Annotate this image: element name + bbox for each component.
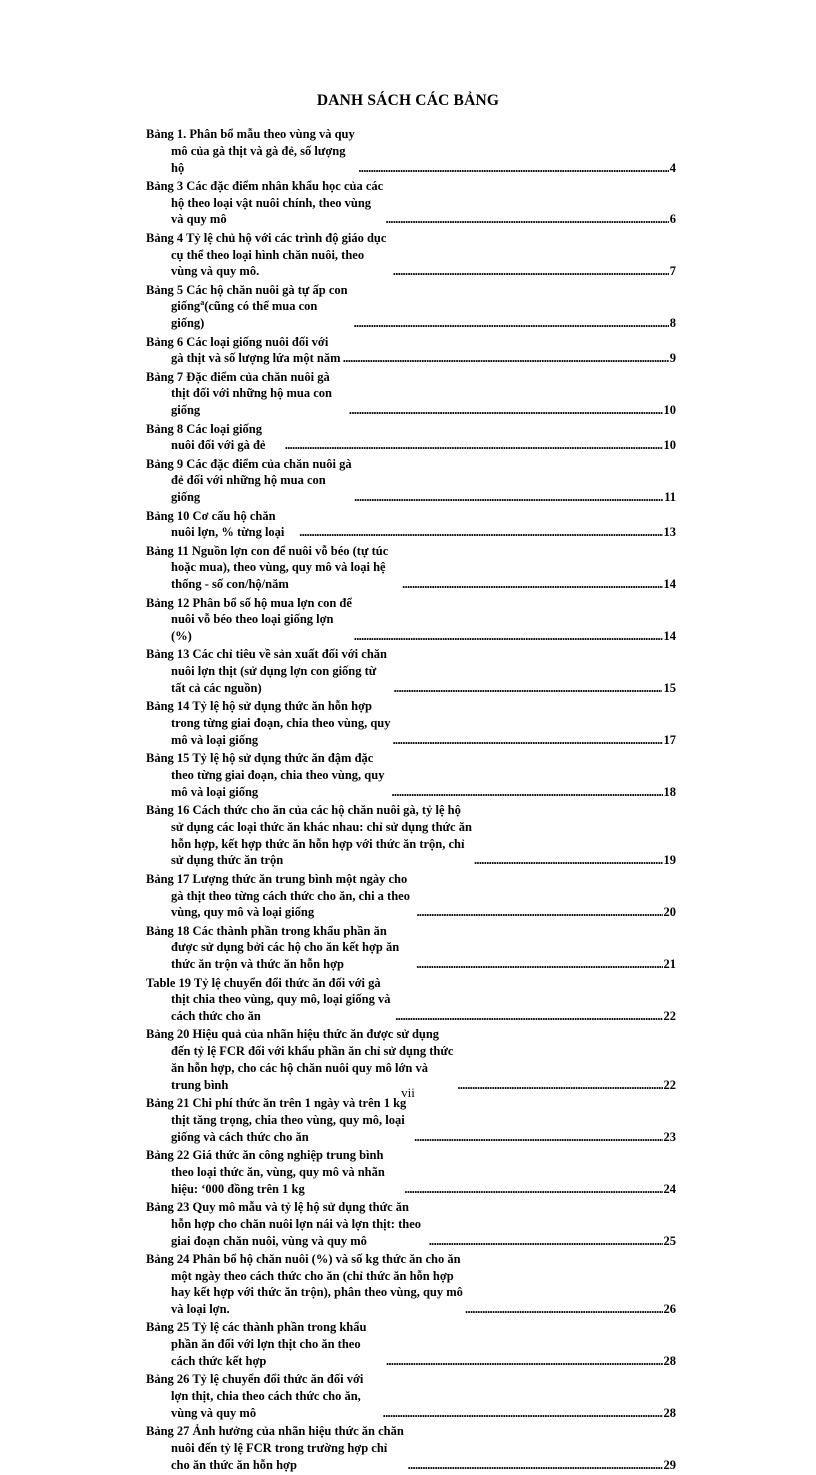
toc-entry[interactable]: [146, 543, 676, 593]
dot-leader: [416, 904, 662, 921]
toc-entry-page: 28: [663, 1405, 676, 1420]
dot-leader: [394, 680, 663, 697]
dot-leader: [383, 1405, 663, 1422]
toc-entry-title: Bảng 16 Cách thức cho ăn của các hộ chăn nuôi gà, tỷ lệ hộ sử dụng các loại thức ăn khác nhau: chỉ sử dụng thức ăn hỗn hợp, kết hợp thức ăn hỗn hợp với thức ăn trộn, chỉ sử dụng thức ăn trộn: [146, 803, 472, 868]
toc-entry[interactable]: [146, 1095, 676, 1145]
dot-leader: [349, 402, 663, 419]
toc-entry-page: 9: [669, 351, 676, 366]
dot-leader: [386, 1353, 663, 1370]
toc-entry[interactable]: [146, 334, 676, 368]
toc-entry-page: 14: [663, 629, 676, 644]
page-title: DANH SÁCH CÁC BẢNG: [316, 92, 500, 109]
table-of-contents: [146, 126, 676, 1475]
toc-entry-page: 18: [663, 784, 676, 799]
toc-entry[interactable]: [146, 282, 676, 332]
toc-entry[interactable]: [146, 1199, 676, 1249]
toc-entry[interactable]: [146, 508, 676, 542]
toc-entry-page: 29: [663, 1457, 676, 1472]
toc-entry[interactable]: [146, 1026, 676, 1093]
toc-entry-page: 24: [663, 1181, 676, 1196]
toc-entry-page: 10: [663, 403, 676, 418]
toc-entry-title: Bảng 14 Tỷ lệ hộ sử dụng thức ăn hỗn hợp trong từng giai đoạn, chia theo vùng, quy mô và loại giống: [146, 699, 391, 747]
toc-entry[interactable]: [146, 369, 676, 419]
toc-entry[interactable]: [146, 1371, 676, 1421]
dot-leader: [402, 576, 662, 593]
toc-entry[interactable]: [146, 230, 676, 280]
toc-entry[interactable]: [146, 1319, 676, 1369]
dot-leader: [429, 1233, 663, 1250]
toc-entry-title: Bảng 15 Tỷ lệ hộ sử dụng thức ăn đậm đặc theo từng giai đoạn, chia theo vùng, quy mô và loại giống: [146, 751, 385, 799]
toc-entry-title: Bảng 8 Các loại giống nuôi đối với gà đẻ: [146, 421, 266, 453]
toc-entry[interactable]: [146, 646, 676, 696]
toc-entry[interactable]: [146, 923, 676, 973]
toc-entry-page: 26: [663, 1302, 676, 1317]
toc-entry[interactable]: [146, 750, 676, 800]
toc-entry-title: Bảng 22 Giá thức ăn công nghiệp trung bình theo loại thức ăn, vùng, quy mô và nhãn hiệu: ‘000 đồng trên 1 kg: [146, 1148, 385, 1196]
toc-entry-title: Bảng 5 Các hộ chăn nuôi gà tự ấp con giống$^a$(cũng có thể mua con giống): [146, 282, 348, 331]
toc-entry[interactable]: [146, 1423, 676, 1473]
dot-leader: [299, 524, 662, 541]
dot-leader: [343, 350, 669, 367]
toc-entry-page: 15: [663, 681, 676, 695]
toc-entry-title: Bảng 24 Phân bổ hộ chăn nuôi (%) và số kg thức ăn cho ăn một ngày theo cách thức cho ăn (chỉ thức ăn hỗn hợp hay kết hợp với thức ăn trộn), phân theo vùng, quy mô và loại lợn.: [146, 1251, 463, 1317]
toc-entry-page: 23: [663, 1129, 676, 1144]
dot-leader: [354, 628, 663, 645]
toc-entry-title: Bảng 11 Nguồn lợn con để nuôi vỗ béo (tự túc hoặc mua), theo vùng, quy mô và loại hệ thống - số con/hộ/năm: [146, 543, 389, 592]
dot-leader: [358, 160, 668, 177]
toc-entry-title: Bảng 18 Các thành phần trong khẩu phần ăn được sử dụng bởi các hộ cho ăn kết hợp ăn thức ăn trộn và thức ăn hỗn hợp: [146, 923, 400, 972]
toc-entry-page: 4: [669, 160, 676, 175]
toc-entry[interactable]: [146, 871, 676, 921]
toc-entry-page: 17: [663, 732, 676, 747]
dot-leader: [404, 1181, 662, 1198]
toc-entry-title: Bảng 21 Chi phí thức ăn trên 1 ngày và trên 1 kg thịt tăng trọng, chia theo vùng, quy mô, loại giống và cách thức cho ăn: [146, 1096, 407, 1144]
toc-entry-page: 25: [663, 1233, 676, 1248]
toc-entry-title: Bảng 6 Các loại giống nuôi đối với gà thịt và số lượng lứa một năm: [146, 334, 341, 366]
toc-entry-title: Bảng 12 Phân bổ số hộ mua lợn con để nuôi vỗ béo theo loại giống lợn (%): [146, 595, 352, 644]
toc-entry-page: 8: [669, 316, 676, 331]
toc-entry[interactable]: [146, 802, 676, 869]
toc-entry[interactable]: [146, 126, 676, 176]
toc-entry-page: 22: [663, 1077, 676, 1092]
toc-entry-title: Bảng 26 Tỷ lệ chuyển đổi thức ăn đối với lợn thịt, chia theo cách thức cho ăn, vùng và quy mô: [146, 1372, 364, 1420]
toc-entry[interactable]: [146, 178, 676, 228]
toc-entry-title: Bảng 25 Tỷ lệ các thành phần trong khẩu phần ăn đối với lợn thịt cho ăn theo cách thức kết hợp: [146, 1320, 367, 1369]
toc-entry-page: 10: [663, 438, 676, 453]
toc-entry-page: 6: [669, 212, 676, 227]
toc-entry-page: 19: [663, 853, 676, 868]
footnote-marker: a: [200, 298, 205, 308]
dot-leader: [285, 437, 663, 454]
toc-entry[interactable]: [146, 595, 676, 645]
toc-entry-title: Bảng 1. Phân bổ mẫu theo vùng và quy mô của gà thịt và gà đẻ, số lượng hộ: [146, 127, 355, 175]
dot-leader: [393, 263, 669, 280]
dot-leader: [393, 732, 663, 749]
toc-entry[interactable]: [146, 456, 676, 506]
toc-entry[interactable]: [146, 975, 676, 1025]
toc-entry-title: Bảng 10 Cơ cấu hộ chăn nuôi lợn, % từng loại: [146, 508, 285, 540]
page-number: vii: [401, 1085, 415, 1100]
dot-leader: [395, 1008, 662, 1025]
toc-entry-page: 22: [663, 1009, 676, 1024]
toc-entry-title: Bảng 4 Tỷ lệ chủ hộ với các trình độ giáo dục cụ thể theo loại hình chăn nuôi, theo vùng và quy mô.: [146, 230, 387, 279]
toc-entry[interactable]: [146, 698, 676, 748]
toc-entry-title: Bảng 3 Các đặc điểm nhân khẩu học của các hộ theo loại vật nuôi chính, theo vùng và quy mô: [146, 178, 384, 227]
toc-entry-title: Bảng 20 Hiệu quả của nhãn hiệu thức ăn được sử dụng đến tỷ lệ FCR đối với khẩu phần ăn chỉ sử dụng thức ăn hỗn hợp, cho các hộ chăn nuôi quy mô lớn và trung bình: [146, 1027, 454, 1092]
toc-entry[interactable]: [146, 1147, 676, 1197]
toc-entry-title: Bảng 17 Lượng thức ăn trung bình một ngày cho gà thịt theo từng cách thức cho ăn, chi a theo vùng, quy mô và loại giống: [146, 871, 410, 920]
toc-entry-page: 13: [663, 525, 676, 540]
toc-entry-page: 14: [663, 577, 676, 592]
toc-entry-page: 21: [663, 957, 676, 972]
toc-entry-page: 28: [663, 1354, 676, 1369]
toc-entry-title: Table 19 Tỷ lệ chuyển đổi thức ăn đối với gà thịt chia theo vùng, quy mô, loại giống và cách thức cho ăn: [146, 975, 391, 1024]
dot-leader: [414, 1129, 662, 1146]
toc-entry-page: 20: [663, 905, 676, 920]
toc-entry-page: 11: [664, 490, 676, 505]
toc-entry-title: Bảng 7 Đặc điểm của chăn nuôi gà thịt đối với những hộ mua con giống: [146, 369, 332, 418]
dot-leader: [416, 956, 662, 973]
toc-entry-title: Bảng 27 Ảnh hưởng của nhãn hiệu thức ăn chăn nuôi đến tỷ lệ FCR trong trường hợp chỉ cho ăn thức ăn hỗn hợp: [146, 1424, 404, 1472]
dot-leader: [354, 489, 663, 506]
toc-entry[interactable]: [146, 421, 676, 455]
dot-leader: [386, 211, 669, 228]
toc-entry-title: Bảng 23 Quy mô mẫu và tỷ lệ hộ sử dụng thức ăn hỗn hợp cho chăn nuôi lợn nái và lợn thịt: theo giai đoạn chăn nuôi, vùng và quy mô: [146, 1199, 421, 1248]
toc-entry-title: Bảng 9 Các đặc điểm của chăn nuôi gà đẻ đối với những hộ mua con giống: [146, 456, 352, 505]
dot-leader: [354, 315, 669, 332]
dot-leader: [474, 852, 663, 869]
toc-entry[interactable]: [146, 1251, 676, 1318]
toc-entry-page: 7: [669, 264, 676, 279]
dot-leader: [391, 784, 662, 801]
dot-leader: [465, 1301, 662, 1318]
dot-leader: [408, 1457, 663, 1474]
toc-entry-title: Bảng 13 Các chỉ tiêu về sản xuất đối với chăn nuôi lợn thịt (sử dụng lợn con giống từ tất cả các nguồn): [146, 647, 387, 695]
